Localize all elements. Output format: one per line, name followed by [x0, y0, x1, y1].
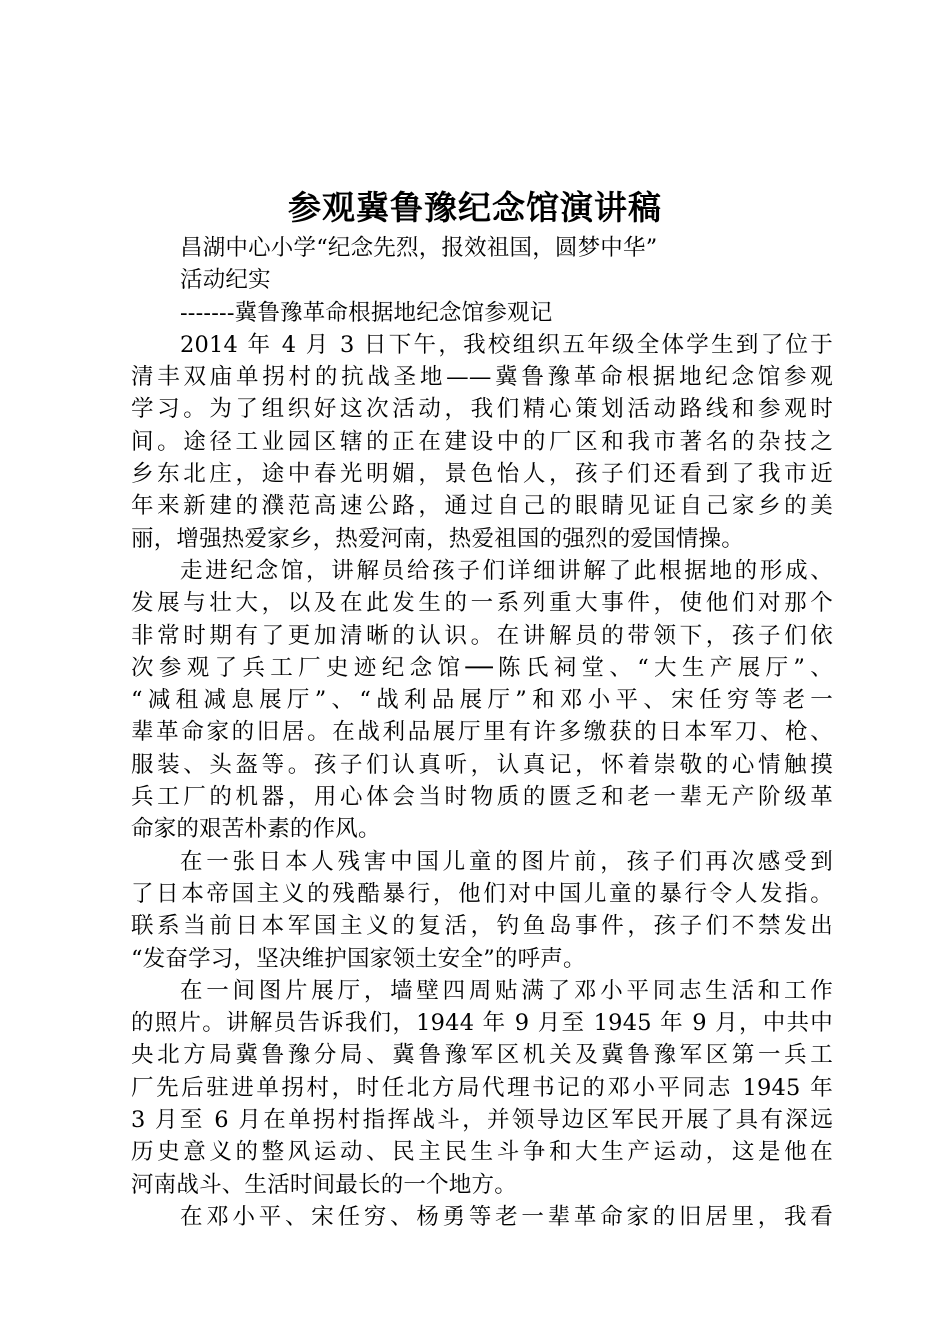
text-line: 2014 年 4 月 3 日下午，我校组织五年级全体学生到了位于 — [180, 331, 833, 358]
text-line: 兵工厂的机器，用心体会当时物质的匮乏和老一辈无产阶级革 — [131, 784, 833, 811]
text-line: 在一张日本人残害中国儿童的图片前，孩子们再次感受到 — [180, 848, 833, 875]
text-line: 走进纪念馆，讲解员给孩子们详细讲解了此根据地的形成、 — [180, 557, 833, 584]
text-line: 历史意义的整风运动、民主民生斗争和大生产运动，这是他在 — [131, 1139, 833, 1166]
text-line: 次参观了兵工厂史迹纪念馆──陈氏祠堂、“大生产展厅”、 — [131, 654, 833, 681]
paragraph-1 — [131, 329, 833, 555]
subtitle-line: 昌湖中心小学“纪念先烈，报效祖国，圆梦中华” — [180, 235, 658, 261]
paragraph-3 — [131, 846, 833, 975]
text-line: 央北方局冀鲁豫分局、冀鲁豫军区机关及冀鲁豫军区第一兵工 — [131, 1042, 833, 1069]
text-line: 发展与壮大，以及在此发生的一系列重大事件，使他们对那个 — [131, 590, 833, 617]
text-line: 清丰双庙单拐村的抗战圣地——冀鲁豫革命根据地纪念馆参观 — [131, 364, 833, 391]
paragraph-5 — [131, 1201, 833, 1233]
text-line: 厂先后驻进单拐村，时任北方局代理书记的邓小平同志 1945 年 — [131, 1074, 833, 1101]
text-line: 辈革命家的旧居。在战利品展厅里有许多缴获的日本军刀、枪、 — [131, 719, 833, 746]
text-line: 间。途径工业园区辖的正在建设中的厂区和我市著名的杂技之 — [131, 428, 833, 455]
text-line: “发奋学习，坚决维护国家领土安全”的呼声。 — [131, 945, 586, 972]
text-line: 乡东北庄，途中春光明媚，景色怡人，孩子们还看到了我市近 — [131, 461, 833, 488]
text-line: 丽，增强热爱家乡，热爱河南，热爱祖国的强烈的爱国情操。 — [131, 525, 744, 552]
text-line: 非常时期有了更加清晰的认识。在讲解员的带领下，孩子们依 — [131, 622, 833, 649]
paragraph-4 — [131, 975, 833, 1201]
text-line: 3 月至 6 月在单拐村指挥战斗，并领导边区军民开展了具有深远 — [131, 1107, 833, 1134]
text-line: 年来新建的濮范高速公路，通过自己的眼睛见证自己家乡的美 — [131, 493, 833, 520]
text-line: 在邓小平、宋任穷、杨勇等老一辈革命家的旧居里，我看 — [180, 1203, 833, 1230]
subtitle-line: -------冀鲁豫革命根据地纪念馆参观记 — [180, 299, 553, 326]
text-line: 服装、头盔等。孩子们认真听，认真记，怀着崇敬的心情触摸 — [131, 751, 833, 778]
text-line: 河南战斗、生活时间最长的一个地方。 — [131, 1171, 517, 1198]
text-line: 联系当前日本军国主义的复活，钓鱼岛事件，孩子们不禁发出 — [131, 913, 833, 940]
text-line: 在一间图片展厅，墙壁四周贴满了邓小平同志生活和工作 — [180, 977, 833, 1004]
text-line: 的照片。讲解员告诉我们，1944 年 9 月至 1945 年 9 月，中共中 — [131, 1010, 833, 1037]
document-body — [131, 232, 833, 1233]
paragraph-2 — [131, 555, 833, 846]
document-title: 参观冀鲁豫纪念馆演讲稿 — [288, 188, 662, 227]
subtitle-line: 活动纪实 — [180, 267, 271, 294]
text-line: 了日本帝国主义的残酷暴行，他们对中国儿童的暴行令人发指。 — [131, 880, 833, 907]
text-line: 命家的艰苦朴素的作风。 — [131, 816, 381, 843]
text-line: 学习。为了组织好这次活动，我们精心策划活动路线和参观时 — [131, 396, 833, 423]
text-line: “减租减息展厅”、“战利品展厅”和邓小平、宋任穷等老一 — [131, 687, 833, 714]
